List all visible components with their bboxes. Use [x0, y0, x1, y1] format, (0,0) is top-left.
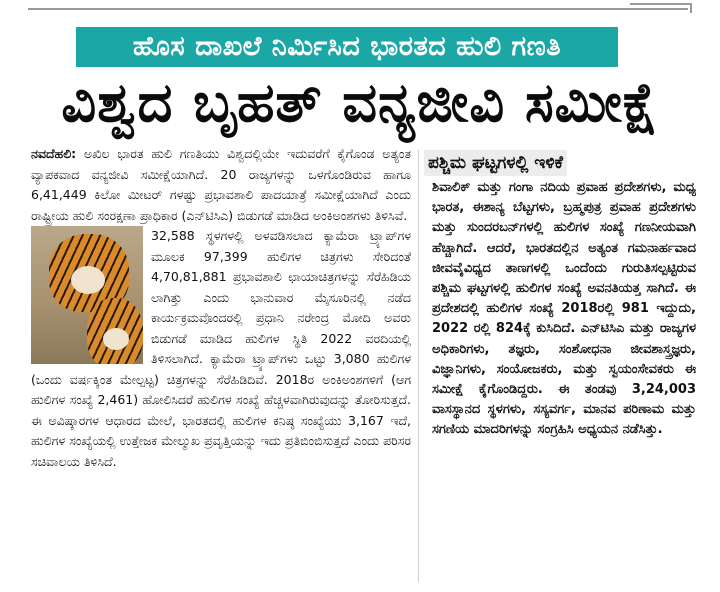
- column-divider: [418, 150, 419, 582]
- tiger-adult-face: [71, 266, 105, 294]
- paragraph-2: 32,588 ಸ್ಥಳಗಳಲ್ಲಿ ಅಳವಡಿಸಲಾದ ಕ್ಯಾಮೆರಾ ಟ್ರ್ಯಾಪ್‌ಗಳ ಮೂಲಕ 97,399 ಹುಲಿಗಳ ಚಿತ್ರಗಳು ಸೇರಿದಂತೆ 4,70,81,881 ಪ್ರಭಾವಶಾಲಿ ಛಾಯಾಚಿತ್ರಗಳನ್ನು ಸೆರೆಹಿಡಿಯ ಲಾಗಿತ್ತು ಎಂದು ಭಾನುವಾರ ಮೈಸೂರಿನಲ್ಲಿ ನಡೆದ ಕಾರ್ಯಕ್ರಮವೊಂದರಲ್ಲಿ ಪ್ರಧಾನಿ ನರೇಂದ್ರ ಮೋದಿ ಅವರು ಬಿಡುಗಡೆ ಮಾಡಿದ ಹುಲಿಗಳ ಸ್ಥಿತಿ 2022 ವರದಿಯಲ್ಲಿ ತಿಳಿಸಲಾಗಿದೆ. ಕ್ಯಾಮೆರಾ ಟ್ರ್ಯಾಪ್‌ಗಳು ಒಟ್ಟು 3,080 ಹುಲಿಗಳ (ಒಂದು ವರ್ಷಕ್ಕಿಂತ ಮೇಲ್ಪಟ್ಟ) ಚಿತ್ರಗಳನ್ನು ಸೆರೆಹಿಡಿದಿವೆ. 2018ರ ಅಂಕಿಅಂಶಗಳಿಗೆ (ಆಗ ಹುಲಿಗಳ ಸಂಖ್ಯೆ 2,461) ಹೋಲಿಸಿದರೆ ಹುಲಿಗಳ ಸಂಖ್ಯೆ ಹೆಚ್ಚಳವಾಗಿರುವುದನ್ನು ತೋರಿಸುತ್ತದೆ. ಈ ಅವಿಷ್ಕಾರಗಳ ಆಧಾರದ ಮೇಲೆ, ಭಾರತದಲ್ಲಿ ಹುಲಿಗಳ ಕನಿಷ್ಠ ಸಂಖ್ಯೆಯು 3,167 ಇದೆ, ಹುಲಿಗಳ ಸಂಖ್ಯೆಯಲ್ಲಿ ಉತ್ತೇಜಕ ಮೇಲ್ಮುಖ ಪ್ರವೃತ್ತಿಯನ್ನು ಇದು ಪ್ರತಿಬಿಂಬಿಸುತ್ತದೆ ಎಂದು ಪರಿಸರ ಸಚಿವಾಲಯ ತಿಳಿಸಿದೆ.: [31, 228, 411, 469]
- headline: ವಿಶ್ವದ ಬೃಹತ್ ವನ್ಯಜೀವಿ ಸಮೀಕ್ಷೆ: [61, 71, 659, 134]
- top-corner-rule: [630, 3, 692, 13]
- paragraph-1: ಅಖಿಲ ಭಾರತ ಹುಲಿ ಗಣತಿಯು ವಿಶ್ವದಲ್ಲಿಯೇ ಇದುವರೆಗೆ ಕೈಗೊಂಡ ಅತ್ಯಂತ ವ್ಯಾಪಕವಾದ ವನ್ಯಜೀವಿ ಸಮೀಕ್ಷೆಯಾಗಿದೆ. 20 ರಾಜ್ಯಗಳನ್ನು ಒಳಗೊಂಡಿರುವ ಹಾಗೂ 6,41,449 ಕಿಲೋ ಮೀಟರ್ ಗಳಷ್ಟು ಪ್ರಭಾವಶಾಲಿ ಪಾದಯಾತ್ರೆ ಸಮೀಕ್ಷೆಯಾಗಿದೆ ಎಂದು ರಾಷ್ಟ್ರೀಯ ಹುಲಿ ಸಂರಕ್ಷಣಾ ಪ್ರಾಧಿಕಾರ (ಎನ್‌ಟಿಸಿಎ) ಬಿಡುಗಡೆ ಮಾಡಿದ ಅಂಕಿಅಂಶಗಳು ತಿಳಿಸಿವೆ.: [31, 146, 411, 223]
- right-column: [424, 150, 696, 590]
- left-column: [31, 144, 411, 584]
- right-column-body: ಶಿವಾಲಿಕ್ ಮತ್ತು ಗಂಗಾ ನದಿಯ ಪ್ರವಾಹ ಪ್ರದೇಶಗಳು, ಮಧ್ಯ ಭಾರತ, ಈಶಾನ್ಯ ಬೆಟ್ಟಗಳು, ಬ್ರಹ್ಮಪುತ್ರ ಪ್ರವಾಹ ಪ್ರದೇಶಗಳು ಮತ್ತು ಸುಂದರಬನ್‌ಗಳಲ್ಲಿ ಹುಲಿಗಳ ಸಂಖ್ಯೆ ಗಣನೀಯವಾಗಿ ಹೆಚ್ಚಾಗಿದೆ. ಆದರೆ, ಭಾರತದಲ್ಲಿನ ಅತ್ಯಂತ ಗಮನಾರ್ಹವಾದ ಜೀವವೈವಿಧ್ಯದ ತಾಣಗಳಲ್ಲಿ ಒಂದೆಂದು ಗುರುತಿಸಲ್ಪಟ್ಟಿರುವ ಪಶ್ಚಿಮ ಘಟ್ಟಗಳಲ್ಲಿ ಹುಲಿಗಳ ಸಂಖ್ಯೆ ಅವನತಿಯತ್ತ ಸಾಗಿದೆ. ಈ ಪ್ರದೇಶದಲ್ಲಿ ಹುಲಿಗಳ ಸಂಖ್ಯೆ 2018ರಲ್ಲಿ 981 ಇದ್ದುದು, 2022 ರಲ್ಲಿ 824ಕ್ಕೆ ಕುಸಿದಿದೆ. ಎನ್‌ಟಿಸಿಎ ಮತ್ತು ರಾಜ್ಯಗಳ ಅಧಿಕಾರಿಗಳು, ತಜ್ಞರು, ಸಂಶೋಧನಾ ಜೀವಶಾಸ್ತ್ರಜ್ಞರು, ವಿಜ್ಞಾನಿಗಳು, ಸಂಯೋಜಕರು, ಮತ್ತು ಸ್ವಯಂಸೇವಕರು ಈ ಸಮೀಕ್ಷೆ ಕೈಗೊಂಡಿದ್ದರು. ಈ ತಂಡವು 3,24,003 ವಾಸಸ್ಥಾನದ ಸ್ಥಳಗಳು, ಸಸ್ಯವರ್ಗ, ಮಾನವ ಪರಿಣಾಮ ಮತ್ತು ಸಗಣಿಯ ಮಾದರಿಗಳನ್ನು ಸಂಗ್ರಹಿಸಿ ಅಧ್ಯಯನ ನಡೆಸಿತ್ತು.: [432, 180, 696, 438]
- left-first-paragraph: [31, 144, 411, 226]
- tiger-cub-face: [103, 328, 129, 350]
- top-rule: [28, 8, 688, 10]
- tiger-photo: [31, 226, 143, 364]
- dateline: ನವದೆಹಲಿ:: [31, 146, 77, 161]
- subheading: ಪಶ್ಚಿಮ ಘಟ್ಟಗಳಲ್ಲಿ ಇಳಿಕೆ: [424, 150, 567, 176]
- bottom-edge: [0, 584, 720, 592]
- kicker-banner: ಹೊಸ ದಾಖಲೆ ನಿರ್ಮಿಸಿದ ಭಾರತದ ಹುಲಿ ಗಣತಿ: [76, 27, 618, 67]
